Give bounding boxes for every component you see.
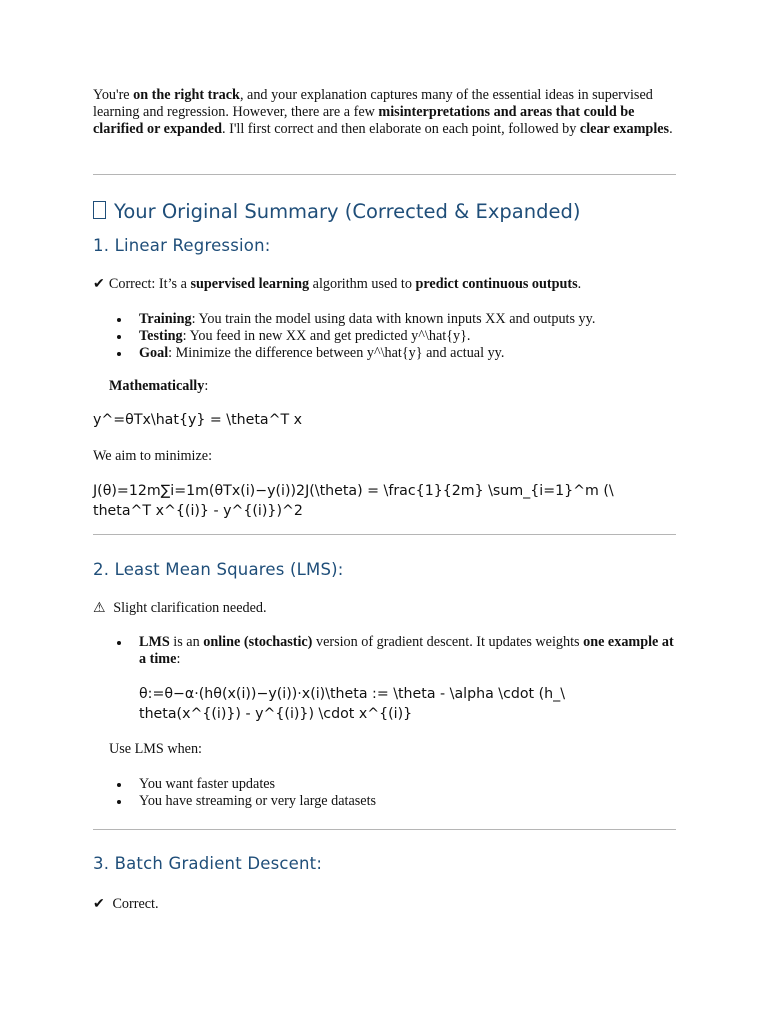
bullet-label: Training (139, 311, 192, 327)
formula-cost-function (93, 481, 676, 521)
check-icon: ✔ (93, 276, 105, 292)
lms-text: : (176, 650, 181, 667)
math-colon: : (204, 378, 209, 394)
clarification-text: Slight clarification needed. (109, 600, 267, 616)
intro-bold-misinterpretations: misinterpretations and areas that could be clarified or expanded (93, 103, 635, 137)
bold-one-example: one example at a time (139, 634, 674, 667)
correct-text: Correct: It’s a (108, 276, 191, 292)
list-item (139, 328, 679, 345)
section1-heading: 1. Linear Regression: (93, 236, 271, 255)
check-icon: ✔ (93, 896, 105, 912)
intro-text: . I'll first correct and then elaborate on each point, followed by (222, 120, 580, 137)
section3-heading: 3. Batch Gradient Descent: (93, 854, 323, 873)
lms-bullet-list (139, 634, 679, 668)
missing-glyph-icon (93, 201, 106, 219)
list-item (139, 345, 679, 362)
bullet-label: Testing (139, 327, 183, 344)
divider (93, 534, 676, 535)
formula-line: theta^T x^{(i)} - y^{(i)})^2 (93, 503, 303, 519)
intro-text: You're (93, 87, 134, 103)
lms-use-list (139, 776, 679, 810)
use-lms-when: Use LMS when: (109, 741, 203, 757)
correct-text: Correct. (108, 896, 159, 912)
math-label-line (109, 378, 208, 395)
aim-text: We aim to minimize: (93, 448, 213, 464)
intro-bold-right-track: on the right track (133, 87, 240, 103)
formula-line: θ:=θ−α⋅(hθ(x(i))−y(i))⋅x(i)\theta := \theta - \alpha \cdot (h_\ (139, 686, 566, 702)
bold-lms: LMS (139, 634, 170, 650)
math-label: Mathematically (109, 378, 205, 394)
section3-correct-line (93, 896, 159, 913)
divider (93, 174, 676, 175)
section1-bullet-list (139, 311, 679, 361)
formula-prediction: y^=θTx\hat{y} = \theta^T x (93, 412, 303, 428)
bullet-text: : Minimize the difference between y^\hat{y} and actual yy. (168, 344, 505, 361)
lms-text: is an (169, 634, 204, 650)
bold-online-stochastic: online (stochastic) (203, 634, 313, 650)
bullet-text: : You train the model using data with known inputs XX and outputs yy. (191, 311, 596, 327)
main-heading-text: Your Original Summary (Corrected & Expanded) (114, 200, 581, 223)
intro-text: , and your explanation captures many of the essential ideas in supervised learning and regression. However, there are a few (93, 87, 653, 120)
bullet-text: : You feed in new XX and get predicted y^\hat{y}. (182, 327, 471, 344)
clarification-line (93, 600, 267, 617)
intro-bold-clear-examples: clear examples (579, 120, 670, 137)
intro-text: . (669, 120, 673, 137)
correct-text: algorithm used to (309, 276, 416, 292)
list-item: You want faster updates (139, 776, 679, 793)
list-item: You have streaming or very large datasets (139, 793, 679, 810)
intro-paragraph (93, 87, 676, 137)
formula-lms-update (139, 684, 676, 724)
main-heading (93, 200, 580, 223)
section1-correct-line (93, 276, 581, 293)
list-item (139, 634, 679, 668)
section2-heading: 2. Least Mean Squares (LMS): (93, 560, 344, 579)
divider (93, 829, 676, 830)
warning-icon: ⚠ (93, 600, 106, 616)
formula-line: J(θ)=12m∑i=1m(θTx(i)−y(i))2J(\theta) = \frac{1}{2m} \sum_{i=1}^m (\ (93, 483, 614, 499)
bold-supervised-learning: supervised learning (190, 276, 310, 292)
correct-text: . (577, 276, 582, 292)
formula-line: theta(x^{(i)}) - y^{(i)}) \cdot x^{(i)} (139, 706, 413, 722)
list-item (139, 311, 679, 328)
bold-predict-continuous: predict continuous outputs (415, 276, 578, 292)
lms-text: version of gradient descent. It updates weights (312, 634, 584, 650)
bullet-label: Goal (139, 344, 169, 361)
